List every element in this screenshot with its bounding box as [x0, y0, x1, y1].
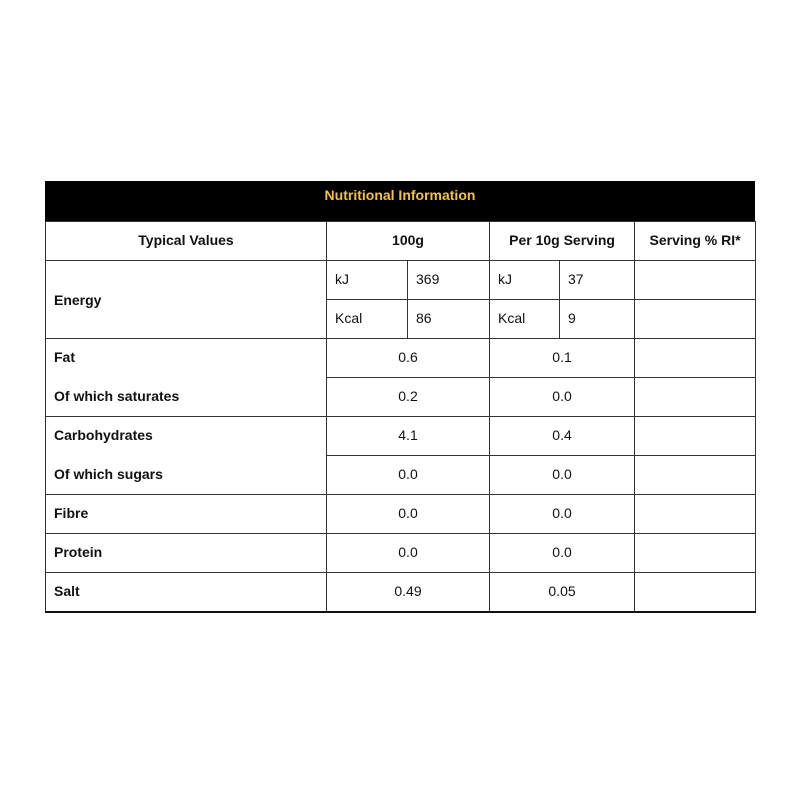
table-row	[46, 378, 756, 417]
header-per-serving: Per 10g Serving	[490, 222, 635, 261]
table-title: Nutritional Information	[45, 181, 755, 221]
fat-per-serving: 0.1	[490, 339, 635, 378]
protein-ri	[635, 534, 756, 573]
table-row	[46, 495, 756, 534]
row-label-protein: Protein	[46, 534, 327, 573]
salt-per-serving: 0.05	[490, 573, 635, 612]
fibre-per-serving: 0.0	[490, 495, 635, 534]
header-serving-ri: Serving % RI*	[635, 222, 756, 261]
row-label-sugars: Of which sugars	[46, 456, 327, 495]
carbohydrates-per-serving: 0.4	[490, 417, 635, 456]
sugars-per-serving: 0.0	[490, 456, 635, 495]
header-per-100g: 100g	[327, 222, 490, 261]
energy-kcal-value-100g: 86	[408, 300, 490, 339]
protein-per-serving: 0.0	[490, 534, 635, 573]
fibre-ri	[635, 495, 756, 534]
energy-kj-value-serving: 37	[560, 261, 635, 300]
nutrition-grid	[45, 221, 756, 613]
fat-per-100g: 0.6	[327, 339, 490, 378]
energy-label: Energy	[46, 261, 327, 339]
salt-ri	[635, 573, 756, 612]
table-row	[46, 417, 756, 456]
header-row	[46, 222, 756, 261]
energy-kj-row	[46, 261, 756, 300]
energy-kcal-unit-100g: Kcal	[327, 300, 408, 339]
header-typical-values: Typical Values	[46, 222, 327, 261]
fibre-per-100g: 0.0	[327, 495, 490, 534]
table-row	[46, 339, 756, 378]
table-row	[46, 456, 756, 495]
salt-per-100g: 0.49	[327, 573, 490, 612]
sugars-ri	[635, 456, 756, 495]
energy-kj-value-100g: 369	[408, 261, 490, 300]
energy-kcal-unit-serving: Kcal	[490, 300, 560, 339]
table-row	[46, 534, 756, 573]
row-label-salt: Salt	[46, 573, 327, 612]
row-label-fat: Fat	[46, 339, 327, 378]
energy-kcal-ri	[635, 300, 756, 339]
row-label-fibre: Fibre	[46, 495, 327, 534]
saturates-per-100g: 0.2	[327, 378, 490, 417]
energy-kj-unit-100g: kJ	[327, 261, 408, 300]
row-label-carbohydrates: Carbohydrates	[46, 417, 327, 456]
energy-kcal-value-serving: 9	[560, 300, 635, 339]
carbohydrates-per-100g: 4.1	[327, 417, 490, 456]
energy-kj-unit-serving: kJ	[490, 261, 560, 300]
saturates-per-serving: 0.0	[490, 378, 635, 417]
saturates-ri	[635, 378, 756, 417]
carbohydrates-ri	[635, 417, 756, 456]
nutrition-table	[45, 181, 755, 613]
energy-kj-ri	[635, 261, 756, 300]
table-row	[46, 573, 756, 612]
protein-per-100g: 0.0	[327, 534, 490, 573]
fat-ri	[635, 339, 756, 378]
sugars-per-100g: 0.0	[327, 456, 490, 495]
row-label-saturates: Of which saturates	[46, 378, 327, 417]
